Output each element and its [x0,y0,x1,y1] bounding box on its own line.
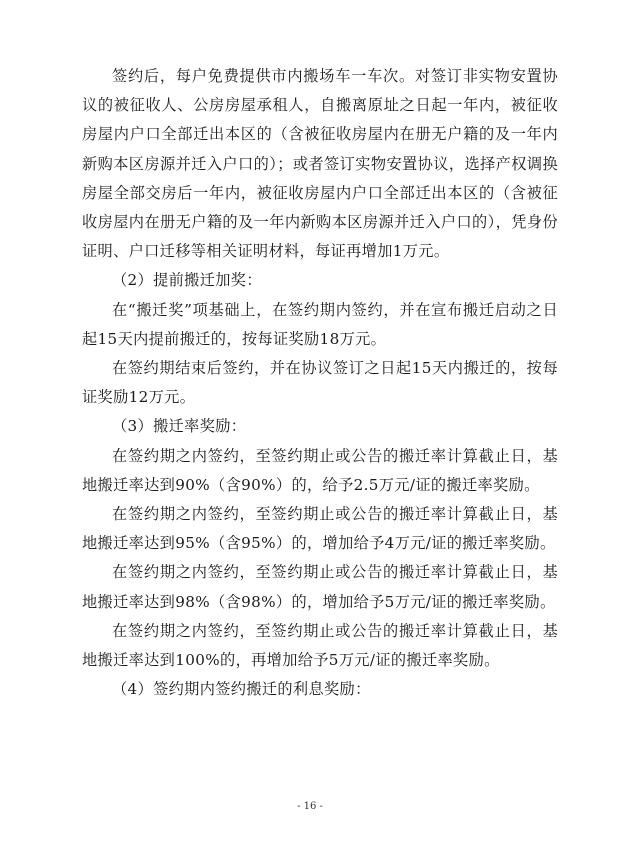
paragraph-rate-95: 在签约期之内签约，至签约期止或公告的搬迁率计算截止日，基地搬迁率达到95%（含95%）的，增加给予4万元/证的搬迁率奖励。 [82,505,558,553]
paragraph-rate-100: 在签约期之内签约，至签约期止或公告的搬迁率计算截止日，基地搬迁率达到100%的，再增加给予5万元/证的搬迁率奖励。 [82,621,558,670]
paragraph-rate-98: 在签约期之内签约，至签约期止或公告的搬迁率计算截止日，基地搬迁率达到98%（含98%）的，增加给予5万元/证的搬迁率奖励。 [82,563,558,611]
document-body [82,62,558,704]
heading-relocation-rate-bonus: （3）搬迁率奖励： [112,417,247,436]
paragraph-relocation-vehicle: 签约后，每户免费提供市内搬场车一车次。对签订非实物安置协议的被征收人、公房房屋承租人，自搬离原址之日起一年内，被征收房屋内户口全部迁出本区的（含被征收房屋内在册无户籍的及一年内新购本区房源并迁入户口的）；或者签订实物安置协议，选择产权调换房屋全部交房后一年内，被征收房屋内户口全部迁出本区的（含被征收房屋内在册无户籍的及一年内新购本区房源并迁入户口的），凭身份证明、户口迁移等相关证明材料，每证再增加1万元。 [82,67,558,261]
heading-early-relocation-bonus: （2）提前搬迁加奖： [112,271,262,290]
heading-interest-bonus: （4）签约期内签约搬迁的利息奖励： [112,680,371,699]
paragraph-post-period-relocation: 在签约期结束后签约，并在协议签订之日起15天内搬迁的，按每证奖励12万元。 [82,359,558,407]
paragraph-early-relocation-within-15-days: 在“搬迁奖”项基础上，在签约期内签约，并在宣布搬迁启动之日起15天内提前搬迁的，按每证奖励18万元。 [82,300,558,348]
page-number: - 16 - [297,801,323,812]
paragraph-rate-90: 在签约期之内签约，至签约期止或公告的搬迁率计算截止日，基地搬迁率达到90%（含90%）的，给予2.5万元/证的搬迁率奖励。 [82,446,558,494]
